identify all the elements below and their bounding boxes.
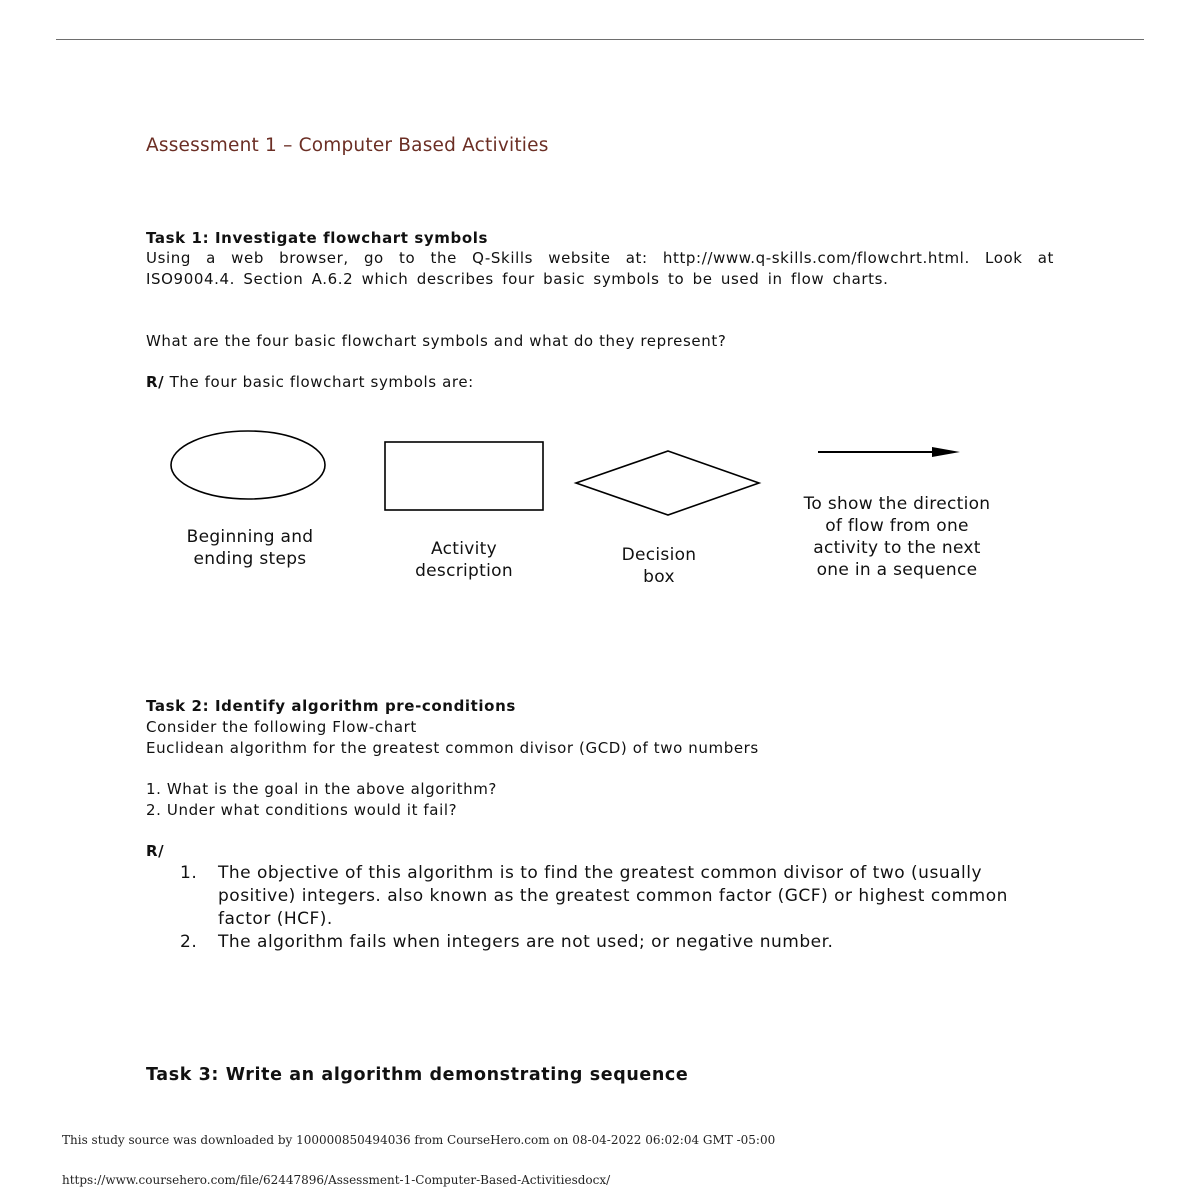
task1-answer-text: The four basic flowchart symbols are:: [164, 373, 474, 391]
task1-instructions: Using a web browser, go to the Q-Skills website at: http://www.q-skills.com/flowchrt.html. Look at ISO9004.4. Section A.6.2 which describes four basic symbols to be used in flow charts.: [146, 249, 1054, 288]
footer-url[interactable]: https://www.coursehero.com/file/62447896/Assessment-1-Computer-Based-Activitiesdocx/: [62, 1173, 611, 1187]
answer-text: The algorithm fails when integers are not used; or negative number.: [218, 932, 834, 952]
diamond-symbol: [576, 451, 759, 515]
task3-heading: Task 3: Write an algorithm demonstrating sequence: [146, 1065, 689, 1085]
task2-line1: Consider the following Flow-chart: [146, 718, 417, 736]
rectangle-symbol-label: Activity description: [415, 539, 513, 581]
task2-heading: Task 2: Identify algorithm pre-conditions: [146, 697, 516, 715]
rectangle-symbol: [385, 442, 543, 510]
document-title: Assessment 1 – Computer Based Activities: [146, 135, 549, 156]
answer-number: 1.: [180, 863, 198, 883]
answer-number: 2.: [180, 932, 198, 952]
task2-answer-list: [180, 862, 1050, 954]
task2-answer-prefix: R/: [146, 842, 165, 860]
task2-line2: Euclidean algorithm for the greatest common divisor (GCD) of two numbers: [146, 739, 759, 757]
arrowhead: [932, 447, 960, 457]
oval-symbol-label: Beginning and ending steps: [186, 527, 314, 569]
task2-question2: 2. Under what conditions would it fail?: [146, 801, 458, 819]
diamond-symbol-label: Decision box: [621, 545, 697, 587]
header-rule: [56, 39, 1144, 40]
arrow-symbol-label: To show the direction of flow from one activity to the next one in a sequence: [803, 494, 991, 580]
task1-answer-prefix: R/: [146, 373, 165, 391]
oval-symbol: [171, 431, 325, 499]
task1-question: What are the four basic flowchart symbols and what do they represent?: [146, 332, 727, 350]
footer-source-line: This study source was downloaded by 100000850494036 from CourseHero.com on 08-04-2022 06:02:04 GMT -05:00: [62, 1133, 776, 1147]
task1-heading: Task 1: Investigate flowchart symbols: [146, 229, 489, 247]
answer-text: The objective of this algorithm is to find the greatest common divisor of two (usually positive) integers. also known as the greatest common factor (GCF) or highest common factor (HCF).: [218, 863, 1008, 929]
task2-question1: 1. What is the goal in the above algorithm?: [146, 780, 497, 798]
task1-answer-line: [146, 373, 474, 391]
flowchart-symbols-figure: [160, 420, 1040, 610]
list-item: [180, 862, 1050, 931]
list-item: [180, 931, 1050, 954]
